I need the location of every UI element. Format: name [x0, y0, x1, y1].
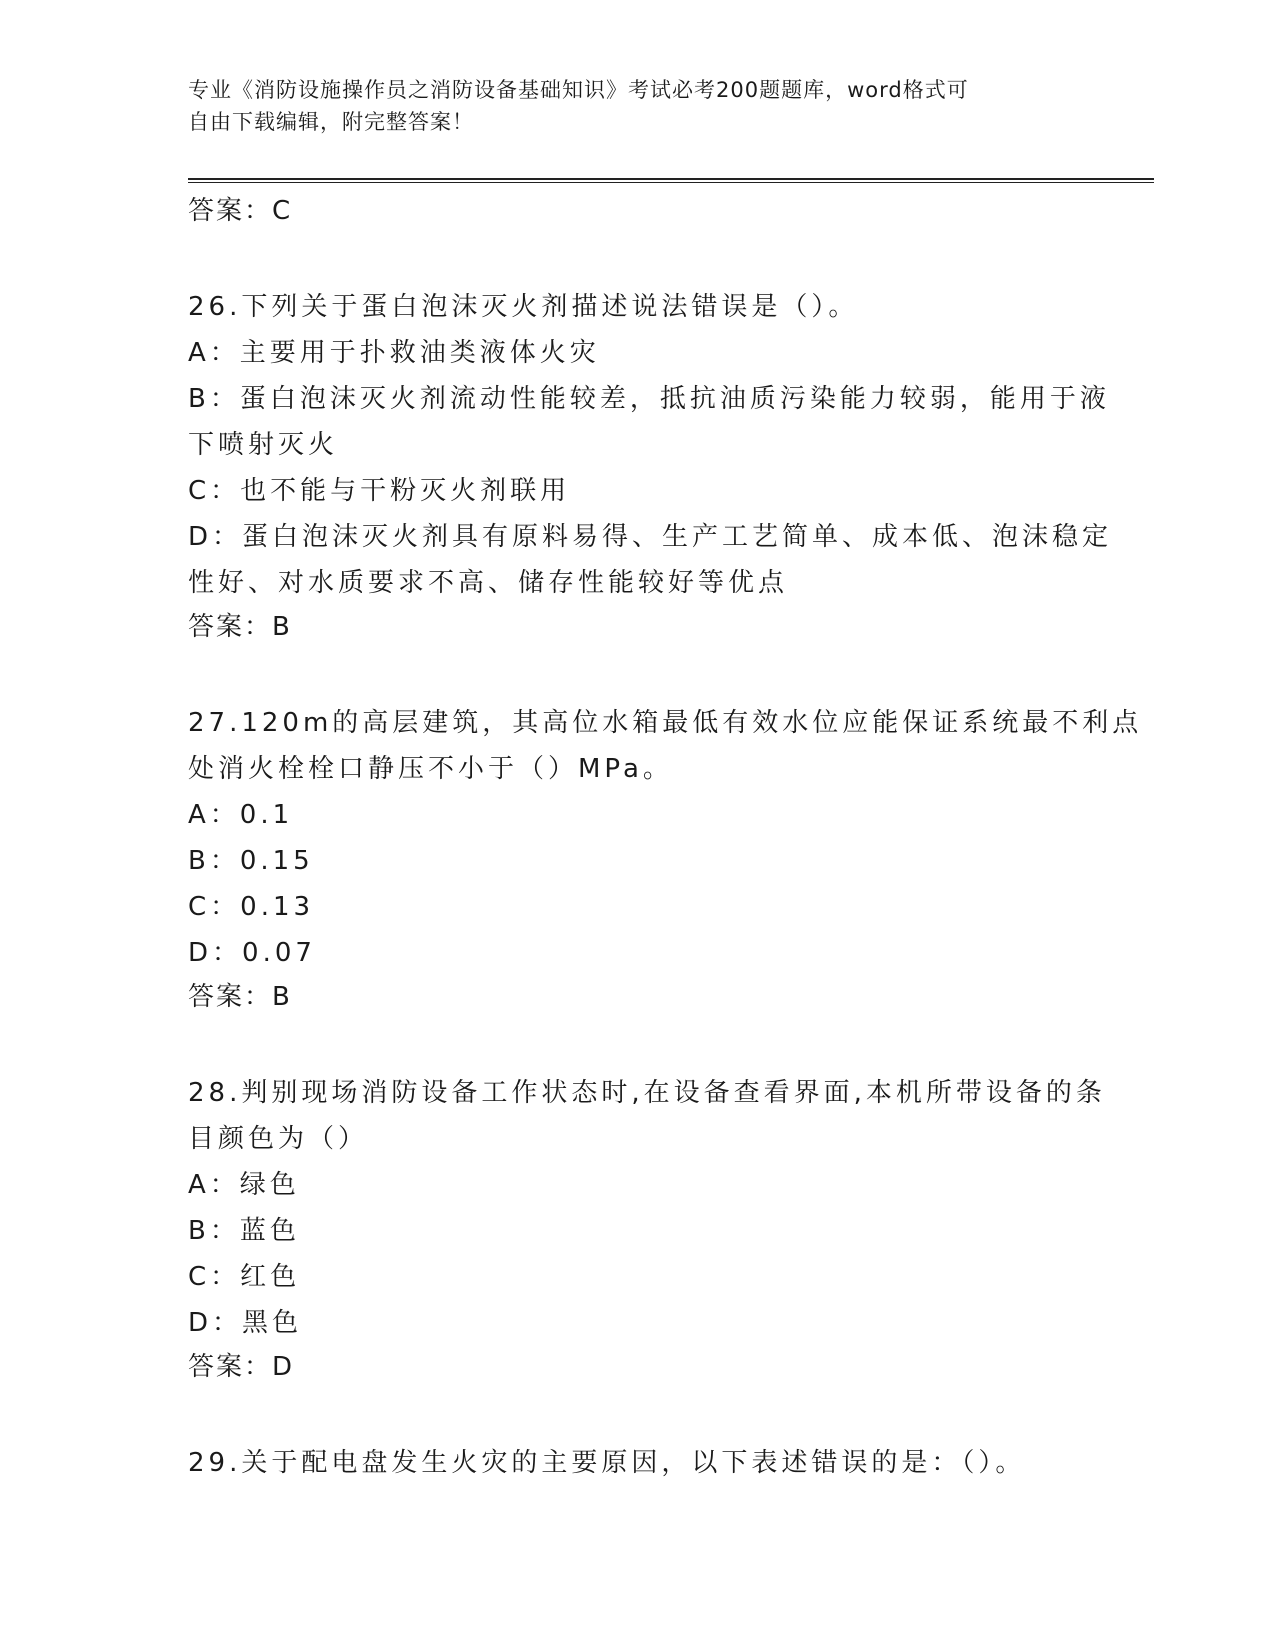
answer: 答案：B — [188, 982, 292, 1012]
header-title-line-2: 自由下载编辑，附完整答案！ — [188, 110, 474, 134]
previous-answer: 答案：C — [188, 196, 293, 226]
question-stem-continued: 目颜色为（） — [188, 1124, 369, 1154]
option-d: D：蛋白泡沫灭火剂具有原料易得、生产工艺简单、成本低、泡沫稳定 — [188, 522, 1113, 552]
option-c: C：红色 — [188, 1262, 301, 1292]
header-divider — [188, 178, 1154, 183]
option-d-continued: 性好、对水质要求不高、储存性能较好等优点 — [188, 568, 789, 598]
option-a: A：绿色 — [188, 1170, 300, 1200]
question-26 — [188, 284, 1113, 648]
option-d: D：黑色 — [188, 1308, 303, 1338]
document-header — [188, 74, 1068, 138]
question-stem: 28.判别现场消防设备工作状态时,在设备查看界面,本机所带设备的条 — [188, 1078, 1106, 1108]
question-stem: 29.关于配电盘发生火灾的主要原因，以下表述错误的是：（）。 — [188, 1448, 1026, 1478]
option-b: B：蛋白泡沫灭火剂流动性能较差，抵抗油质污染能力较弱，能用于液 — [188, 384, 1110, 414]
question-stem: 26.下列关于蛋白泡沫灭火剂描述说法错误是（）。 — [188, 292, 859, 322]
question-list — [188, 190, 1143, 1486]
answer: 答案：D — [188, 1352, 295, 1382]
answer: 答案：B — [188, 612, 292, 642]
question-29 — [188, 1440, 1088, 1486]
option-b: B：0.15 — [188, 846, 314, 876]
header-title-line-1: 专业《消防设施操作员之消防设备基础知识》考试必考200题题库，word格式可 — [188, 78, 969, 102]
option-c: C：也不能与干粉灭火剂联用 — [188, 476, 571, 506]
question-stem-continued: 处消火栓栓口静压不小于（）MPa。 — [188, 754, 673, 784]
option-b: B：蓝色 — [188, 1216, 300, 1246]
question-stem: 27.120m的高层建筑，其高位水箱最低有效水位应能保证系统最不利点 — [188, 708, 1143, 738]
option-a: A：主要用于扑救油类液体火灾 — [188, 338, 600, 368]
question-27 — [188, 700, 1143, 1018]
option-d: D：0.07 — [188, 938, 316, 968]
option-c: C：0.13 — [188, 892, 315, 922]
question-28 — [188, 1070, 1106, 1388]
option-a: A：0.1 — [188, 800, 294, 830]
option-b-continued: 下喷射灭火 — [188, 430, 339, 460]
